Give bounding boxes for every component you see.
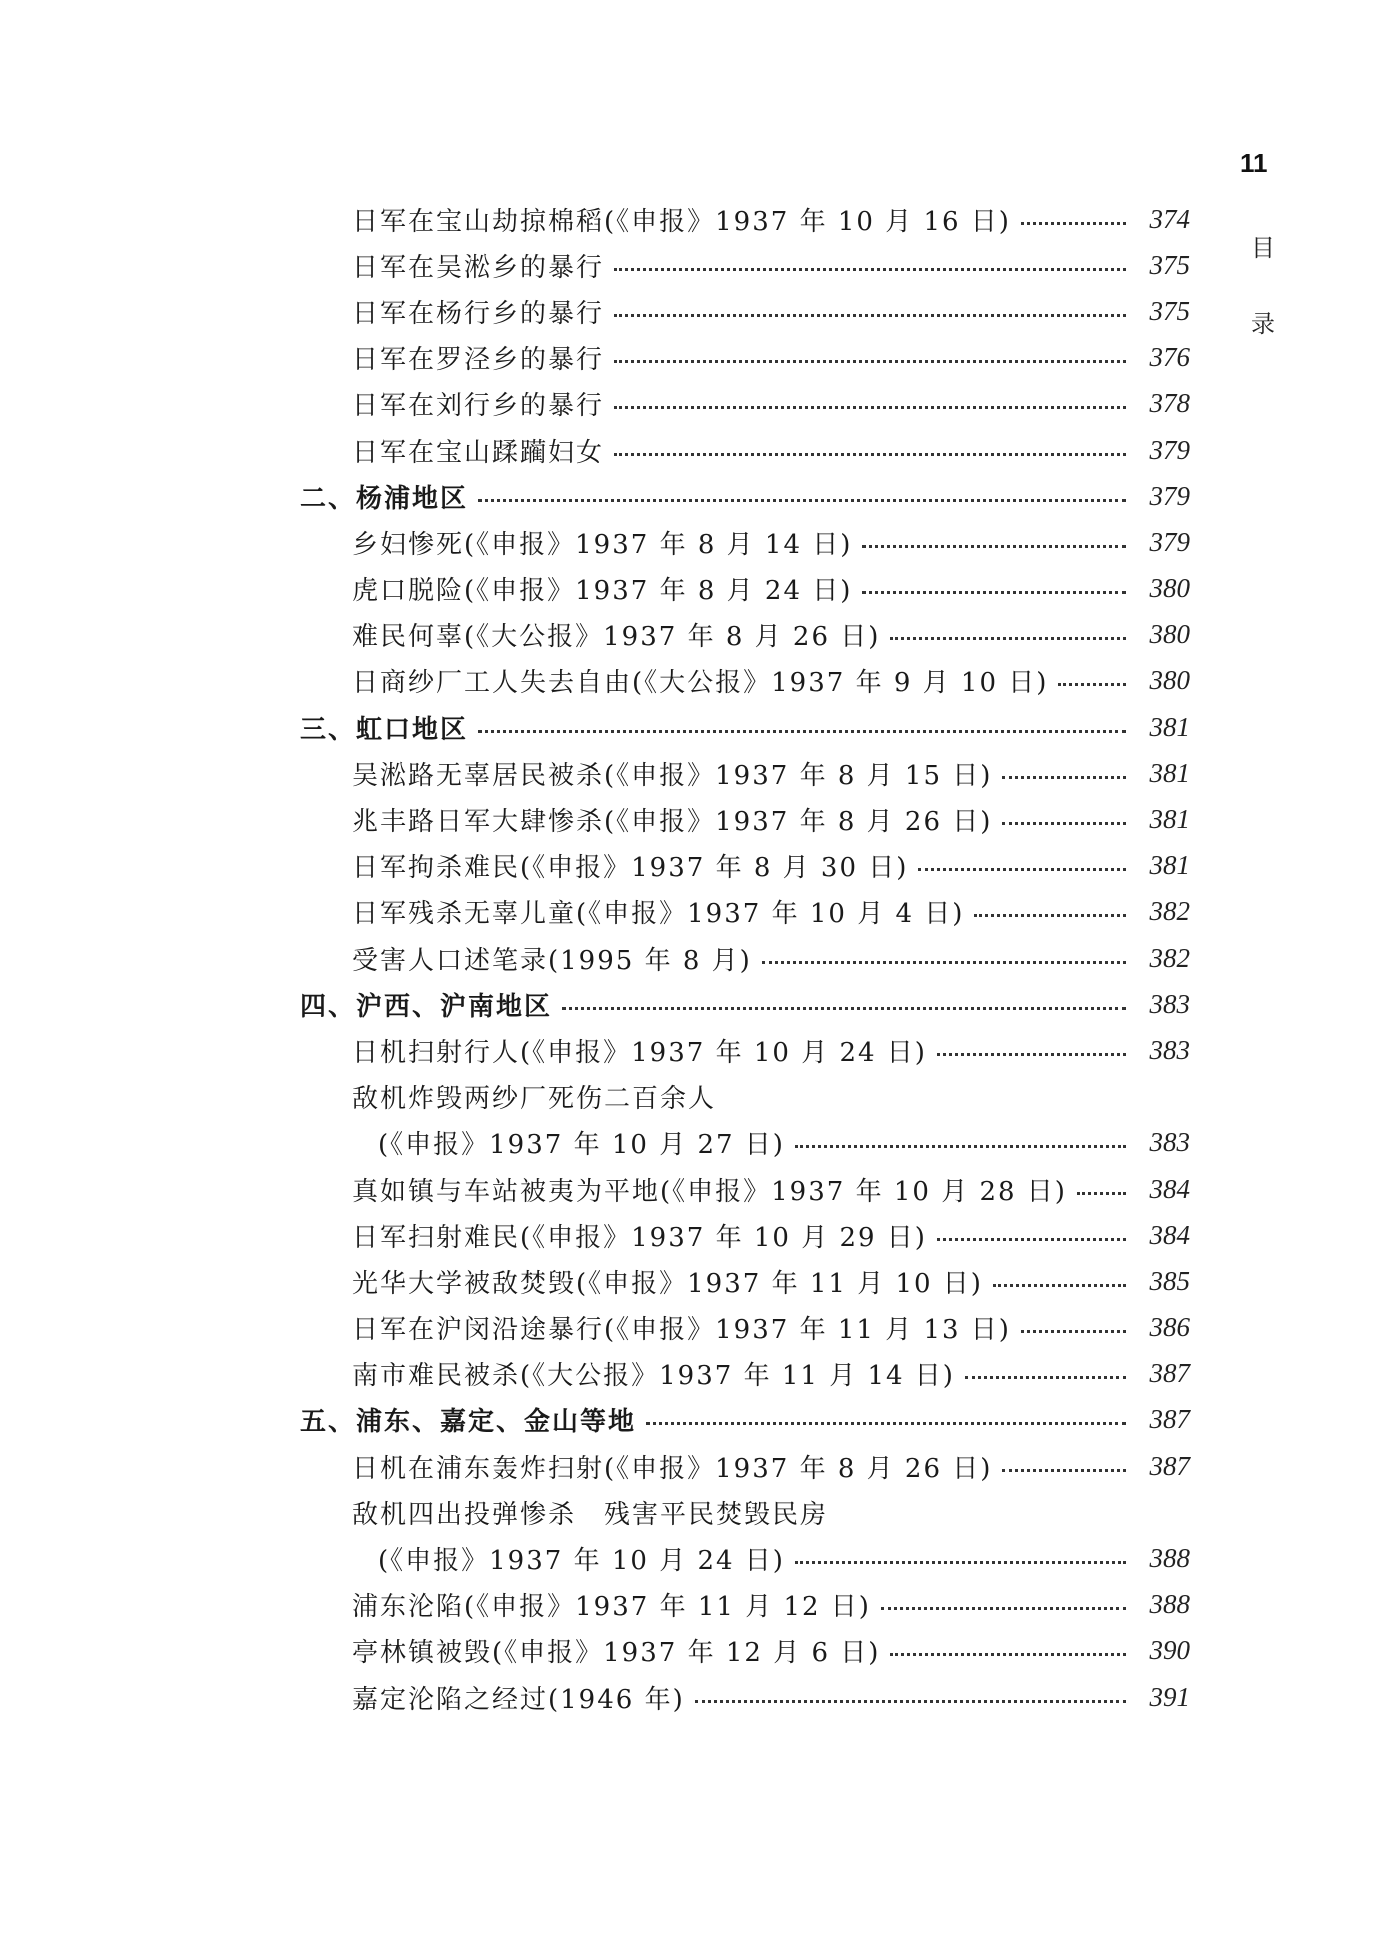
dot-leader [1002,1469,1126,1472]
toc-page-number: 376 [1149,342,1190,373]
toc-entry-row[interactable] [300,796,1190,842]
toc-entry-row[interactable] [300,1166,1190,1212]
toc-entry-row[interactable] [300,1074,1190,1120]
dot-leader [881,1607,1126,1610]
toc-entry-title: 乡妇惨死(《申报》1937 年 8 月 14 日) [352,529,853,560]
dot-leader [965,1376,1126,1379]
toc-page-number: 378 [1149,388,1190,419]
toc-entry-row[interactable] [300,1258,1190,1304]
toc-section-title: 五、浦东、嘉定、金山等地 [300,1407,637,1438]
toc-entry-title: 日军在杨行乡的暴行 [352,298,605,329]
toc-entry-title: 日军拘杀难民(《申报》1937 年 8 月 30 日) [352,853,909,884]
dot-leader [478,499,1126,502]
toc-entry-title: 吴淞路无辜居民被杀(《申报》1937 年 8 月 15 日) [352,760,993,791]
page-number: 11 [1240,148,1268,178]
toc-entry-title: (《申报》1937 年 10 月 24 日) [378,1546,785,1577]
toc-entry-row[interactable] [300,381,1190,427]
toc-entry-row[interactable] [300,1582,1190,1628]
toc-entry-row[interactable] [300,335,1190,381]
toc-entry-title: 敌机四出投弹惨杀 残害平民焚毁民房 [352,1499,829,1530]
toc-entry-row[interactable] [300,242,1190,288]
toc-entry-title: 浦东沦陷(《申报》1937 年 11 月 12 日) [352,1592,871,1623]
dot-leader [890,637,1126,640]
toc-page-number: 379 [1149,434,1190,465]
toc-entry-row[interactable] [300,1027,1190,1073]
dot-leader [646,1422,1126,1425]
dot-leader [1058,683,1126,686]
toc-page-number: 385 [1149,1265,1190,1296]
dot-leader [614,314,1126,317]
toc-entry-row[interactable] [300,1212,1190,1258]
toc-entry-title: 日军在吴淞乡的暴行 [352,252,605,283]
toc-entry-row[interactable] [300,519,1190,565]
toc-entry-title: 日机在浦东轰炸扫射(《申报》1937 年 8 月 26 日) [352,1453,993,1484]
dot-leader [1077,1192,1126,1195]
toc-page-number: 390 [1149,1635,1190,1666]
toc-entry-title: 日军在宝山蹂躏妇女 [352,437,605,468]
running-head: 目录 [1251,234,1275,338]
dot-leader [993,1284,1126,1287]
toc-entry-title: 日商纱厂工人失去自由(《大公报》1937 年 9 月 10 日) [352,668,1049,699]
toc-entry-row[interactable] [300,935,1190,981]
toc-entry-title: 日军在罗泾乡的暴行 [352,345,605,376]
toc-page-number: 381 [1149,757,1190,788]
toc-entry-row[interactable] [300,1489,1190,1535]
dot-leader [478,730,1126,733]
toc-page-number: 384 [1149,1173,1190,1204]
toc-entry-title: 虎口脱险(《申报》1937 年 8 月 24 日) [352,576,853,607]
dot-leader [795,1561,1126,1564]
toc-section-row[interactable] [300,1397,1190,1443]
toc-page-number: 381 [1149,850,1190,881]
toc-entry-row[interactable] [300,427,1190,473]
toc-page-number: 380 [1149,665,1190,696]
toc-section-row[interactable] [300,704,1190,750]
toc-page-number: 388 [1149,1543,1190,1574]
toc-entry-title: 兆丰路日军大肆惨杀(《申报》1937 年 8 月 26 日) [352,807,993,838]
toc-entry-title: 日军扫射难民(《申报》1937 年 10 月 29 日) [352,1222,927,1253]
dot-leader [974,914,1126,917]
toc-page-number: 387 [1149,1358,1190,1389]
dot-leader [614,453,1126,456]
toc-page-number: 383 [1149,1034,1190,1065]
toc-entry-title: 南市难民被杀(《大公报》1937 年 11 月 14 日) [352,1361,955,1392]
toc-page-number: 382 [1149,896,1190,927]
toc-page-number: 375 [1149,295,1190,326]
table-of-contents [300,196,1190,1720]
toc-entry-row[interactable] [300,1305,1190,1351]
toc-entry-row[interactable] [300,1674,1190,1720]
dot-leader [937,1238,1126,1241]
toc-entry-row[interactable] [300,889,1190,935]
toc-entry-row[interactable] [300,1535,1190,1581]
toc-entry-row[interactable] [300,1628,1190,1674]
toc-entry-title: 嘉定沦陷之经过(1946 年) [352,1684,685,1715]
toc-entry-title: 日机扫射行人(《申报》1937 年 10 月 24 日) [352,1037,927,1068]
toc-page-number: 381 [1149,711,1190,742]
dot-leader [862,591,1126,594]
dot-leader [1002,822,1126,825]
toc-entry-title: 日军残杀无辜儿童(《申报》1937 年 10 月 4 日) [352,899,965,930]
toc-section-row[interactable] [300,981,1190,1027]
dot-leader [562,1007,1126,1010]
toc-page-number: 379 [1149,480,1190,511]
dot-leader [862,545,1126,548]
toc-entry-title: 日军在宝山劫掠棉稻(《申报》1937 年 10 月 16 日) [352,206,1011,237]
toc-entry-row[interactable] [300,750,1190,796]
toc-entry-title: 难民何辜(《大公报》1937 年 8 月 26 日) [352,622,881,653]
toc-entry-row[interactable] [300,1351,1190,1397]
toc-section-title: 三、虹口地区 [300,714,469,745]
toc-entry-row[interactable] [300,566,1190,612]
toc-entry-row[interactable] [300,196,1190,242]
toc-entry-row[interactable] [300,288,1190,334]
toc-page-number: 386 [1149,1312,1190,1343]
toc-entry-title: 光华大学被敌焚毁(《申报》1937 年 11 月 10 日) [352,1268,983,1299]
toc-page-number: 375 [1149,249,1190,280]
toc-entry-row[interactable] [300,612,1190,658]
toc-entry-title: 敌机炸毁两纱厂死伤二百余人 [352,1084,717,1115]
toc-entry-row[interactable] [300,1120,1190,1166]
toc-entry-title: 日军在刘行乡的暴行 [352,391,605,422]
toc-entry-row[interactable] [300,1443,1190,1489]
dot-leader [937,1053,1126,1056]
dot-leader [614,268,1126,271]
dot-leader [890,1653,1126,1656]
dot-leader [614,406,1126,409]
toc-entry-row[interactable] [300,843,1190,889]
toc-section-row[interactable] [300,473,1190,519]
toc-section-title: 二、杨浦地区 [300,483,469,514]
toc-page-number: 379 [1149,526,1190,557]
toc-page-number: 387 [1149,1404,1190,1435]
dot-leader [762,961,1126,964]
toc-page-number: 382 [1149,942,1190,973]
dot-leader [695,1700,1126,1703]
dot-leader [1002,776,1126,779]
toc-page-number: 384 [1149,1219,1190,1250]
toc-page-number: 391 [1149,1681,1190,1712]
toc-entry-title: 亭林镇被毁(《申报》1937 年 12 月 6 日) [352,1638,881,1669]
toc-page-number: 374 [1149,203,1190,234]
toc-entry-title: 受害人口述笔录(1995 年 8 月) [352,945,752,976]
toc-page-number: 388 [1149,1589,1190,1620]
dot-leader [1021,1330,1126,1333]
dot-leader [1021,222,1126,225]
toc-page-number: 381 [1149,804,1190,835]
dot-leader [918,868,1126,871]
toc-section-title: 四、沪西、沪南地区 [300,991,553,1022]
toc-entry-title: 真如镇与车站被夷为平地(《申报》1937 年 10 月 28 日) [352,1176,1067,1207]
toc-entry-title: (《申报》1937 年 10 月 27 日) [378,1130,785,1161]
dot-leader [795,1145,1126,1148]
toc-page-number: 380 [1149,573,1190,604]
toc-page-number: 383 [1149,1127,1190,1158]
toc-page-number: 387 [1149,1450,1190,1481]
toc-page-number: 383 [1149,988,1190,1019]
toc-entry-title: 日军在沪闵沿途暴行(《申报》1937 年 11 月 13 日) [352,1315,1011,1346]
toc-entry-row[interactable] [300,658,1190,704]
dot-leader [614,360,1126,363]
toc-page-number: 380 [1149,619,1190,650]
